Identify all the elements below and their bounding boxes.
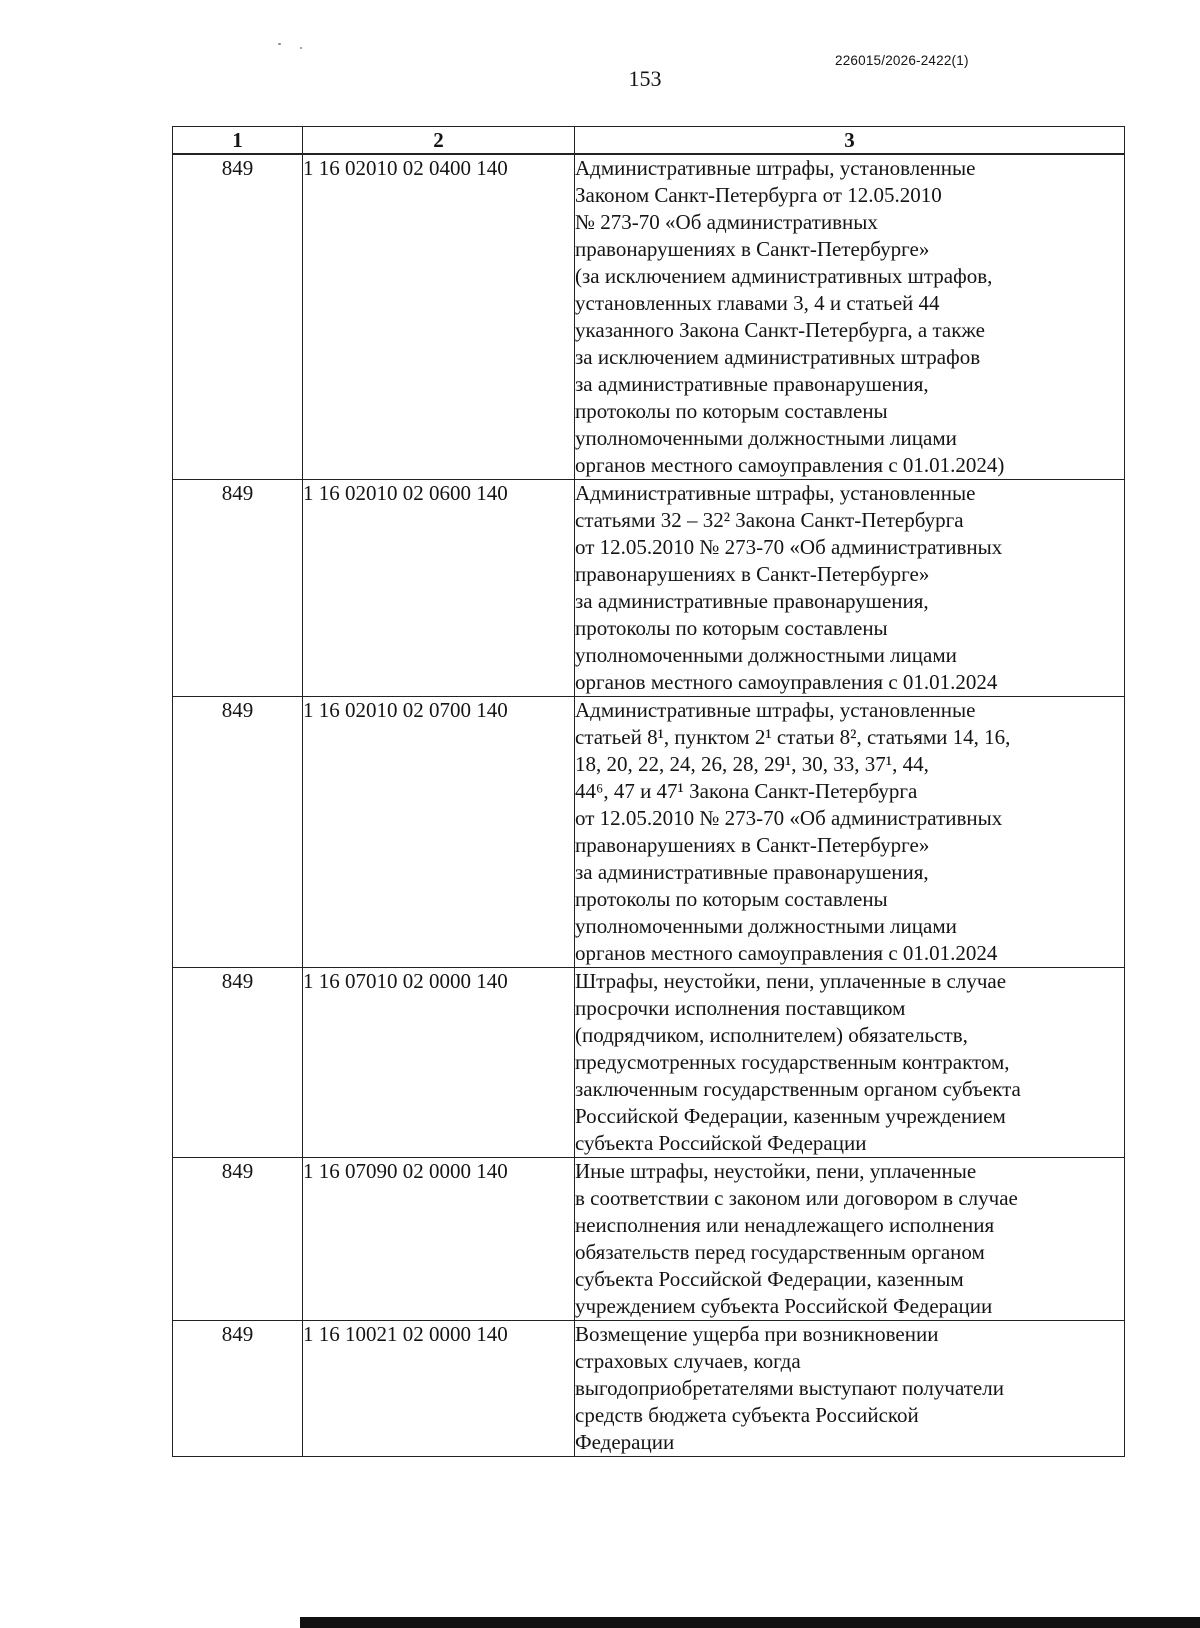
budget-classification-code-cell: 1 16 02010 02 0600 140 xyxy=(303,480,575,697)
table-row xyxy=(173,1158,1125,1321)
description-line: Административные штрафы, установленные xyxy=(575,481,976,505)
admin-code-cell: 849 xyxy=(173,480,303,697)
table-row xyxy=(173,697,1125,968)
description-line: за административные правонарушения, xyxy=(575,372,929,396)
description-line: средств бюджета субъекта Российской xyxy=(575,1403,919,1427)
description-line: № 273-70 «Об административных xyxy=(575,210,878,234)
budget-classification-code-cell: 1 16 02010 02 0700 140 xyxy=(303,697,575,968)
admin-code-cell: 849 xyxy=(173,968,303,1158)
admin-code-cell: 849 xyxy=(173,1321,303,1457)
budget-codes-table xyxy=(172,126,1125,1457)
description-line: правонарушениях в Санкт-Петербурге» xyxy=(575,237,930,261)
page-number: 153 xyxy=(628,66,662,91)
table-row xyxy=(173,1321,1125,1457)
description-line: Административные штрафы, установленные xyxy=(575,156,976,180)
description-line: за административные правонарушения, xyxy=(575,589,929,613)
table-row xyxy=(173,968,1125,1158)
description-line: субъекта Российской Федерации, казенным xyxy=(575,1267,964,1291)
table-row xyxy=(173,154,1125,480)
description-line: уполномоченными должностными лицами xyxy=(575,914,957,938)
description-line: Федерации xyxy=(575,1430,675,1454)
description-line: Законом Санкт-Петербурга от 12.05.2010 xyxy=(575,183,942,207)
description-line: в соответствии с законом или договором в случае xyxy=(575,1186,1018,1210)
description-line: уполномоченными должностными лицами xyxy=(575,643,957,667)
description-line: Возмещение ущерба при возникновении xyxy=(575,1322,939,1346)
description-line: органов местного самоуправления с 01.01.2024) xyxy=(575,453,1005,477)
description-cell xyxy=(575,154,1125,480)
description-line: субъекта Российской Федерации xyxy=(575,1131,867,1155)
description-line: за исключением административных штрафов xyxy=(575,345,981,369)
budget-classification-code-cell: 1 16 02010 02 0400 140 xyxy=(303,154,575,480)
description-cell xyxy=(575,480,1125,697)
description-line: выгодоприобретателями выступают получатели xyxy=(575,1376,1004,1400)
description-line: правонарушениях в Санкт-Петербурге» xyxy=(575,833,930,857)
description-line: правонарушениях в Санкт-Петербурге» xyxy=(575,562,930,586)
description-line: статьей 8¹, пунктом 2¹ статьи 8², статьями 14, 16, xyxy=(575,725,1011,749)
description-cell xyxy=(575,1158,1125,1321)
description-line: органов местного самоуправления с 01.01.2024 xyxy=(575,941,998,965)
description-line: протоколы по которым составлены xyxy=(575,887,888,911)
description-line: Административные штрафы, установленные xyxy=(575,698,976,722)
document-code: 226015/2026-2422(1) xyxy=(835,53,969,68)
budget-classification-code-cell: 1 16 07010 02 0000 140 xyxy=(303,968,575,1158)
admin-code-cell: 849 xyxy=(173,697,303,968)
description-line: установленных главами 3, 4 и статьей 44 xyxy=(575,291,940,315)
budget-classification-code-cell: 1 16 07090 02 0000 140 xyxy=(303,1158,575,1321)
description-line: учреждением субъекта Российской Федерации xyxy=(575,1294,993,1318)
description-line: 18, 20, 22, 24, 26, 28, 29¹, 30, 33, 37¹, 44, xyxy=(575,752,929,776)
description-line: страховых случаев, когда xyxy=(575,1349,801,1373)
table-header-row xyxy=(173,127,1125,155)
description-line: обязательств перед государственным органом xyxy=(575,1240,985,1264)
description-line: 44⁶, 47 и 47¹ Закона Санкт-Петербурга xyxy=(575,779,918,803)
description-line: (за исключением административных штрафов, xyxy=(575,264,993,288)
scan-speck xyxy=(300,47,302,49)
description-line: неисполнения или ненадлежащего исполнения xyxy=(575,1213,995,1237)
description-line: заключенным государственным органом субъекта xyxy=(575,1077,1021,1101)
description-line: от 12.05.2010 № 273-70 «Об административных xyxy=(575,806,1003,830)
description-line: предусмотренных государственным контрактом, xyxy=(575,1050,1010,1074)
description-line: Штрафы, неустойки, пени, уплаченные в случае xyxy=(575,969,1007,993)
table-row xyxy=(173,480,1125,697)
description-line: за административные правонарушения, xyxy=(575,860,929,884)
scan-edge-bar xyxy=(300,1617,1200,1628)
description-line: статьями 32 – 32² Закона Санкт-Петербурга xyxy=(575,508,964,532)
description-cell xyxy=(575,1321,1125,1457)
description-line: органов местного самоуправления с 01.01.2024 xyxy=(575,670,998,694)
description-line: (подрядчиком, исполнителем) обязательств, xyxy=(575,1023,968,1047)
description-line: от 12.05.2010 № 273-70 «Об административных xyxy=(575,535,1003,559)
description-line: просрочки исполнения поставщиком xyxy=(575,996,906,1020)
description-cell xyxy=(575,697,1125,968)
column-header-3: 3 xyxy=(575,127,1125,155)
admin-code-cell: 849 xyxy=(173,154,303,480)
description-cell xyxy=(575,968,1125,1158)
budget-classification-code-cell: 1 16 10021 02 0000 140 xyxy=(303,1321,575,1457)
scan-speck xyxy=(278,43,281,45)
description-line: Иные штрафы, неустойки, пени, уплаченные xyxy=(575,1159,977,1183)
column-header-1: 1 xyxy=(173,127,303,155)
description-line: протоколы по которым составлены xyxy=(575,399,888,423)
admin-code-cell: 849 xyxy=(173,1158,303,1321)
description-line: указанного Закона Санкт-Петербурга, а также xyxy=(575,318,985,342)
description-line: Российской Федерации, казенным учреждением xyxy=(575,1104,1006,1128)
description-line: протоколы по которым составлены xyxy=(575,616,888,640)
description-line: уполномоченными должностными лицами xyxy=(575,426,957,450)
column-header-2: 2 xyxy=(303,127,575,155)
